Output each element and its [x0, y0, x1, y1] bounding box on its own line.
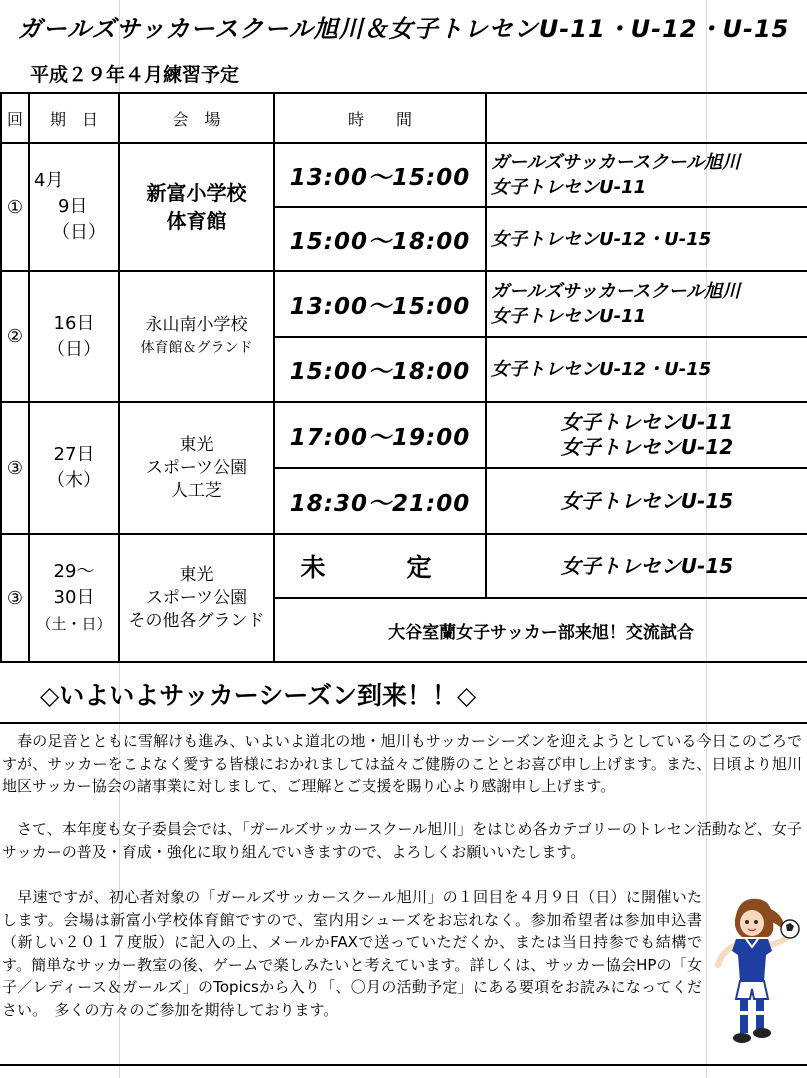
header-group — [486, 93, 807, 143]
venue-line: その他各グランド — [128, 610, 265, 631]
group-label: 女子トレセンU-11 — [491, 177, 647, 198]
session-venue — [119, 534, 274, 662]
date-day: 27日 — [53, 444, 95, 465]
session-groups — [486, 402, 807, 468]
match-note: 大谷室蘭女子サッカー部来旭！交流試合 — [274, 598, 807, 662]
session-date — [29, 534, 119, 662]
session-groups — [486, 271, 807, 337]
date-weekday: （木） — [47, 470, 101, 491]
session-number: ③ — [1, 534, 29, 662]
session-venue — [119, 271, 274, 402]
table-row — [1, 402, 807, 468]
session-groups — [486, 534, 807, 598]
session-number: ③ — [1, 402, 29, 534]
venue-line: 東光 — [179, 434, 214, 455]
venue-line: スポーツ公園 — [145, 457, 248, 478]
group-label: 女子トレセンU-15 — [560, 553, 734, 578]
venue-line: 永山南小学校 — [145, 314, 248, 335]
session-groups — [486, 468, 807, 534]
date-day: 29～ — [53, 561, 95, 582]
session-groups — [486, 207, 807, 271]
session-time: 13:00～15:00 — [274, 143, 486, 207]
committee-paragraph: さて、本年度も女子委員会では、「ガールズサッカースクール旭川」をはじめ各カテゴリーのトレセン活動など、女子サッカーの普及・育成・強化に取り組んでいきますので、よろしくお願いいたします。 — [2, 820, 802, 861]
session-date — [29, 143, 119, 271]
page-title: ガールズサッカースクール旭川＆女子トレセンU-11・U-12・U-15 — [17, 14, 790, 43]
venue-line: スポーツ公園 — [145, 587, 248, 608]
session-number: ② — [1, 271, 29, 402]
session-date — [29, 271, 119, 402]
table-row — [1, 534, 807, 598]
venue-line: 人工芝 — [171, 480, 222, 501]
table-row — [1, 143, 807, 207]
session-venue — [119, 143, 274, 271]
venue-line: 体育館＆グランド — [140, 339, 253, 356]
date-day: 9日 — [58, 196, 88, 217]
header-time: 時 間 — [274, 93, 486, 143]
bottom-divider — [0, 1064, 807, 1066]
session-venue — [119, 402, 274, 534]
header-date: 期 日 — [29, 93, 119, 143]
season-banner: ◇いよいよサッカーシーズン到来！！◇ — [0, 666, 807, 724]
soccer-girl-illustration — [706, 893, 804, 1058]
date-weekday: （日） — [52, 222, 106, 243]
date-day: 16日 — [53, 312, 95, 334]
group-label: ガールズサッカースクール旭川 — [491, 152, 741, 173]
session-groups — [486, 337, 807, 402]
group-label: 女子トレセンU-15 — [560, 488, 734, 513]
session-time: 15:00～18:00 — [274, 337, 486, 402]
table-header-row — [1, 93, 807, 143]
session-date — [29, 402, 119, 534]
group-label: 女子トレセンU-12・U-15 — [491, 228, 712, 250]
date-month: 4月 — [34, 170, 64, 191]
date-weekday: （土・日） — [36, 615, 112, 633]
session-time: 17:00～19:00 — [274, 402, 486, 468]
group-label: 女子トレセンU-11 — [491, 306, 647, 327]
venue-line: 東光 — [179, 564, 214, 585]
session-groups — [486, 143, 807, 207]
session-time: 13:00～15:00 — [274, 271, 486, 337]
table-row — [1, 271, 807, 337]
session-time-undecided: 未 定 — [274, 534, 486, 598]
header-no: 回 — [1, 93, 29, 143]
group-label: 女子トレセンU-11 — [560, 410, 734, 434]
greeting-paragraph: 春の足音とともに雪解けも進み、いよいよ道北の地・旭川もサッカーシーズンを迎えようとしている今日このごろですが、サッカーをこよなく愛する皆様におかれましては益々ご健勝のこととお喜び申し上げます。また、日頃より旭川地区サッカー協会の諸事業に対しまして、ご理解とご支援を賜り心より感謝申し上げます。 — [2, 732, 802, 795]
session-time: 15:00～18:00 — [274, 207, 486, 271]
session-number: ① — [1, 143, 29, 271]
date-weekday: （日） — [47, 338, 101, 360]
session-time: 18:30～21:00 — [274, 468, 486, 534]
group-label: 女子トレセンU-12・U-15 — [491, 359, 712, 380]
group-label: ガールズサッカースクール旭川 — [491, 281, 741, 302]
group-label: 女子トレセンU-12 — [560, 435, 734, 459]
schedule-subtitle: 平成２９年４月練習予定 — [30, 64, 240, 86]
header-venue: 会 場 — [119, 93, 274, 143]
schedule-table — [0, 92, 807, 663]
venue-line: 新富小学校 — [146, 181, 247, 205]
venue-line: 体育館 — [166, 209, 227, 233]
school-info-paragraph: 早速ですが、初心者対象の「ガールズサッカースクール旭川」の１回目を４月９日（日）に開催いたします。会場は新富小学校体育館ですので、室内用シューズをお忘れなく。参加希望者は参加申込書（新しい２０１７度版）に記入の上、メールかFAXで送っていただくか、または当日持参でも結構です。簡単なサッカー教室の後、ゲームで楽しみたいと考えています。詳しくは、サッカー協会HPの「女子／レディース＆ガールズ」のTopicsから入り「、〇月の活動予定」にある要項をお読みになってください。 多くの方々のご参加を期待しております。 — [2, 888, 702, 1019]
date-day: 30日 — [53, 587, 95, 608]
